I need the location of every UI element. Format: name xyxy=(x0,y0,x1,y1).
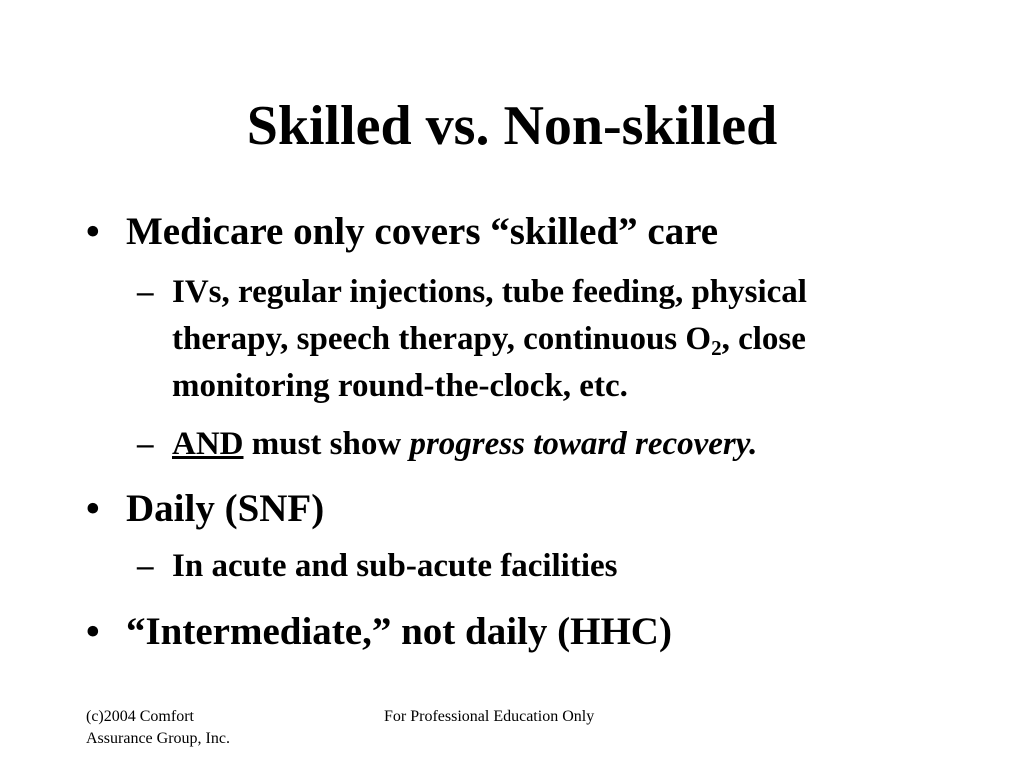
sub-bullet-dash: – xyxy=(137,548,154,584)
bullet-text: “Intermediate,” not daily (HHC) xyxy=(126,610,672,653)
bullet-text: Daily (SNF) xyxy=(126,487,325,530)
sub-bullet-line xyxy=(172,321,806,358)
slide-title: Skilled vs. Non-skilled xyxy=(246,95,778,157)
bullet-dot: • xyxy=(86,210,100,253)
bullet-dot: • xyxy=(86,610,100,653)
sub-bullet-text: therapy, speech therapy, continuous O xyxy=(172,321,712,357)
underlined-and: AND xyxy=(172,426,244,462)
subscript-2: 2 xyxy=(711,336,722,360)
sub-bullet-line: monitoring round-the-clock, etc. xyxy=(172,368,628,404)
bullet-dot: • xyxy=(86,487,100,530)
footer-copyright xyxy=(86,706,230,750)
footer-copyright-line: Assurance Group, Inc. xyxy=(86,730,230,747)
sub-bullet-line xyxy=(172,426,757,463)
sub-bullet-dash: – xyxy=(137,274,154,310)
italic-progress: progress toward recovery. xyxy=(409,426,758,462)
footer-center-note: For Professional Education Only xyxy=(384,708,595,725)
sub-bullet-text: , close xyxy=(721,321,806,357)
sub-bullet-line: In acute and sub-acute facilities xyxy=(172,548,618,584)
sub-bullet-dash: – xyxy=(137,426,154,462)
bullet-text: Medicare only covers “skilled” care xyxy=(126,210,719,253)
footer-copyright-line: (c)2004 Comfort xyxy=(86,708,194,725)
sub-bullet-text: must show xyxy=(243,426,410,462)
sub-bullet-line: IVs, regular injections, tube feeding, physical xyxy=(172,274,807,310)
